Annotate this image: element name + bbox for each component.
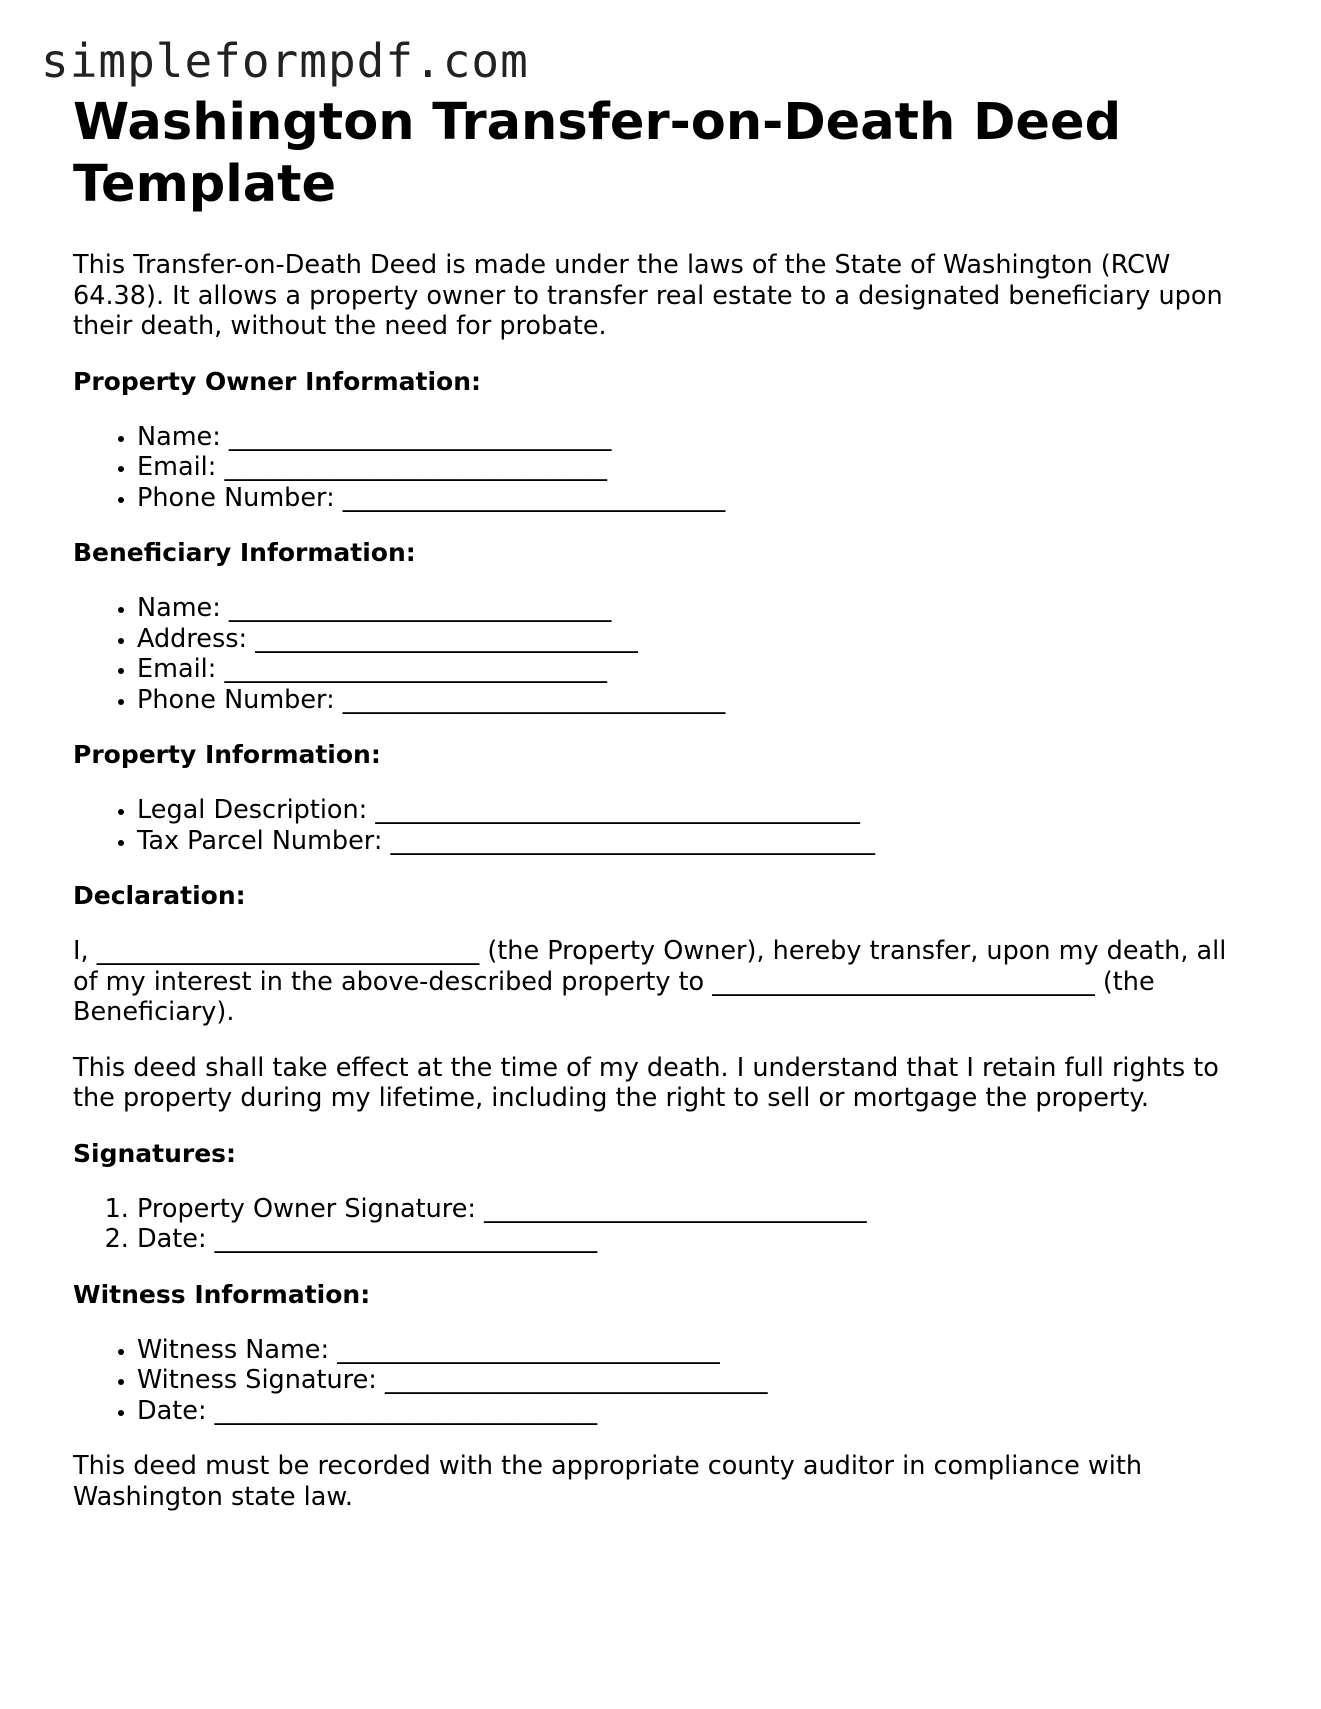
intro-paragraph: This Transfer-on-Death Deed is made under the laws of the State of Washington (RCW 64.38). It allows a property owner to transfer real estate to a designated beneficiary upon their death, without the need for probate. <box>73 250 1223 341</box>
property-section-heading: Property Information: <box>73 740 381 769</box>
beneficiary-section-heading: Beneficiary Information: <box>73 538 416 567</box>
beneficiary-address-field: • Address: ______________________________ <box>137 624 1253 655</box>
signatures-heading: Signatures: <box>73 1138 237 1168</box>
witness-date-field: • Date: ______________________________ <box>137 1396 1253 1427</box>
effect-paragraph: This deed shall take effect at the time of my death. I understand that I retain full rights to the property during my lifetime, including the right to sell or mortgage the property. <box>73 1052 1219 1113</box>
site-watermark: simpleformpdf.com <box>41 34 529 88</box>
beneficiary-info-list <box>73 593 1253 715</box>
closing-paragraph: This deed must be recorded with the appropriate county auditor in compliance with Washington state law. <box>73 1451 1142 1512</box>
owner-phone-field: • Phone Number: ______________________________ <box>137 483 1253 514</box>
beneficiary-email-field: • Email: ______________________________ <box>137 654 1253 685</box>
owner-section-heading: Property Owner Information: <box>73 366 481 396</box>
witness-info-list <box>73 1335 1253 1427</box>
signature-date-field: 2. Date: ______________________________ <box>137 1224 1253 1255</box>
legal-description-field: • Legal Description: ______________________________________ <box>137 795 1253 826</box>
signatures-list <box>73 1194 1253 1255</box>
witness-signature-field: • Witness Signature: ______________________________ <box>137 1365 1253 1396</box>
page-title: Washington Transfer-on-Death Deed Template <box>73 93 1122 214</box>
owner-name-field: • Name: ______________________________ <box>137 422 1253 453</box>
document-body <box>73 92 1253 1512</box>
witness-name-field: • Witness Name: ______________________________ <box>137 1335 1253 1366</box>
declaration-heading: Declaration: <box>73 881 246 910</box>
witness-heading: Witness Information: <box>73 1279 371 1309</box>
tax-parcel-field: • Tax Parcel Number: ______________________________________ <box>137 826 1253 857</box>
beneficiary-name-field: • Name: ______________________________ <box>137 593 1253 624</box>
beneficiary-phone-field: • Phone Number: ______________________________ <box>137 685 1253 716</box>
property-info-list <box>73 795 1253 856</box>
declaration-paragraph: I, ______________________________ (the Property Owner), hereby transfer, upon my death, all of my interest in the above-described property to ______________________________ (the Beneficiary). <box>73 936 1227 1027</box>
owner-signature-field: 1. Property Owner Signature: ______________________________ <box>137 1194 1253 1225</box>
owner-info-list <box>73 422 1253 514</box>
owner-email-field: • Email: ______________________________ <box>137 452 1253 483</box>
